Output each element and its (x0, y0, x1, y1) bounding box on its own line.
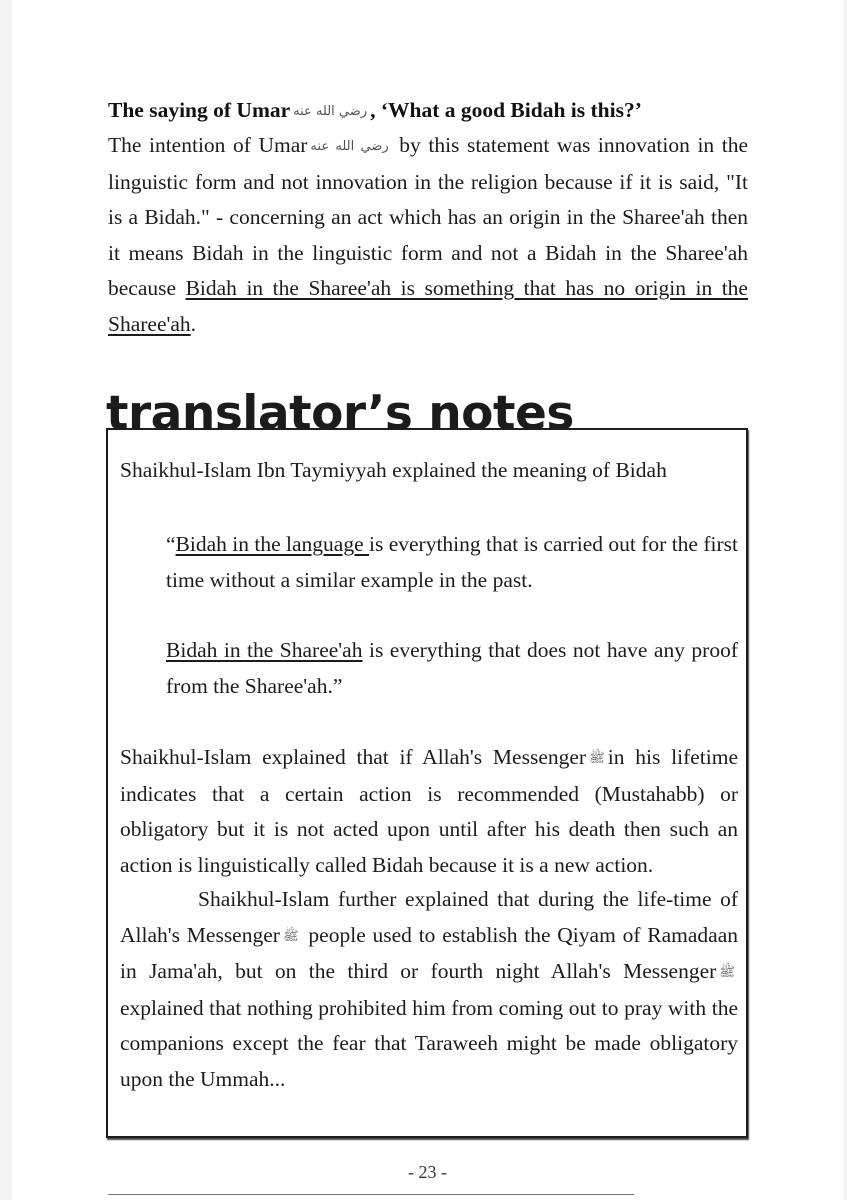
paragraph-text-middle: by this statement was innovation in the linguistic form and not innovation in the religion because if it is said, "It is a Bidah." - concerning an act which has an origin in the Sharee'ah then it means Bidah in the linguistic form and not a Bidah in the Sharee'ah because (108, 133, 748, 300)
quote-language (166, 527, 738, 598)
quote-shareeah (166, 633, 738, 704)
salutation-mark: ﷺ (589, 751, 605, 766)
notes-paragraph-2-start: Shaikhul-Islam further explained that during the life-time of Allah's Messenger (120, 887, 738, 947)
paragraph-text-end: . (190, 311, 197, 336)
section-paragraph (108, 128, 748, 342)
quote-shareeah-text: is everything that does not have any proof from the Sharee'ah.” (166, 638, 738, 698)
notes-paragraph-2-middle: people used to establish the Qiyam of Ramadaan in Jama'ah, but on the third or fourth night Allah's Messenger (120, 922, 739, 983)
notes-intro (120, 453, 732, 489)
section-heading (108, 95, 748, 127)
notes-paragraph-1-start: Shaikhul-Islam explained that if Allah's Messenger (120, 745, 587, 769)
notes-paragraph-2-end: explained that nothing prohibited him from coming out to pray with the companions except the fear that Taraweeh might be made obligatory upon the Ummah... (120, 995, 738, 1091)
heading-text-end: , ‘What a good Bidah is this?’ (370, 98, 642, 122)
salutation-mark: ﷺ (282, 928, 299, 944)
page-number: - 23 - (408, 1162, 447, 1182)
underlined-definition: Bidah in the Sharee'ah is something that has no origin in the Sharee'ah (108, 276, 748, 336)
salutation-mark: ﷺ (719, 965, 735, 980)
heading-text-start: The saying of Umar (108, 98, 291, 122)
footer-divider (108, 1194, 634, 1195)
quote-shareeah-term: Bidah in the Sharee'ah (166, 638, 363, 662)
honorific-mark: رضي الله عنه (293, 104, 368, 119)
notes-paragraph-2 (120, 882, 738, 1097)
quote-language-text: is everything that is carried out for the first time without a similar example in the past. (166, 532, 738, 592)
quote-language-term: Bidah in the language (175, 532, 369, 556)
notes-intro-text: Shaikhul-Islam Ibn Taymiyyah explained the meaning of Bidah (120, 458, 667, 482)
paragraph-text-start: The intention of Umar (108, 133, 308, 157)
translator-notes-box (106, 428, 748, 1138)
quote-open-mark: “ (166, 532, 176, 556)
notes-title: translator’s notes (106, 386, 574, 441)
document-page (12, 0, 843, 1200)
notes-paragraph-1 (120, 740, 738, 883)
honorific-mark: رضي الله عنه (310, 139, 389, 154)
notes-paragraph-1-end: in his lifetime indicates that a certain action is recommended (Mustahabb) or obligatory but it is not acted upon until after his death then such an action is linguistically called Bidah because it is a new action. (120, 745, 738, 877)
